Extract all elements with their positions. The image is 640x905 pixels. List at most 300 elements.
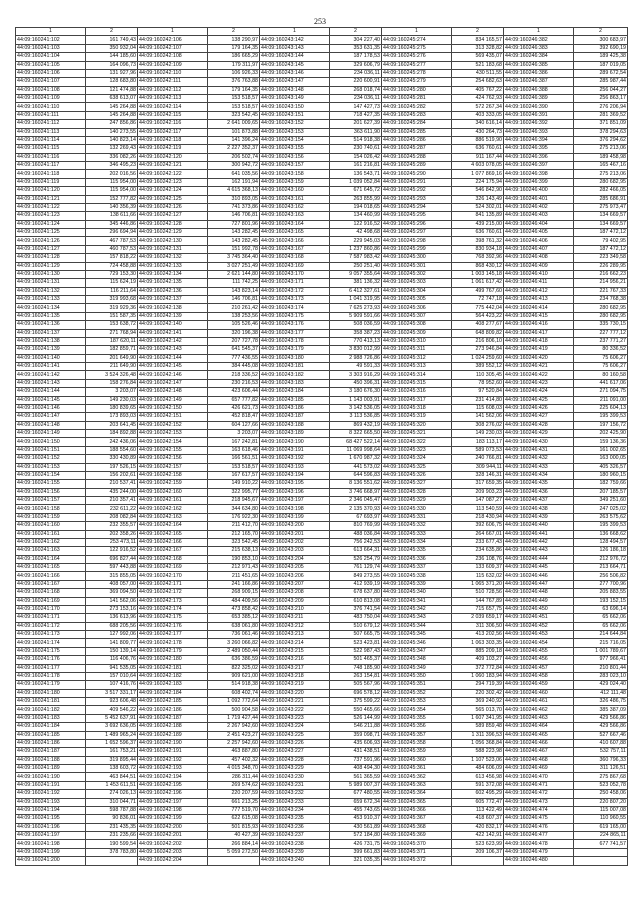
cadastral-number-cell: 44:09:160246:398 [504, 170, 574, 178]
cadastral-number-cell: 44:09:160245:307 [382, 312, 452, 320]
table-row [16, 396, 628, 404]
cadastral-number-cell: 44:09:160246:425 [504, 396, 574, 404]
cadastral-number-cell: 44:09:160243:223 [260, 714, 330, 722]
table-row [16, 69, 628, 77]
cadastral-value-cell: 608 402,74 [208, 689, 260, 697]
cadastral-number-cell: 44:09:160245:313 [382, 363, 452, 371]
table-row [16, 497, 628, 505]
table-row [16, 270, 628, 278]
cadastral-value-cell: 122 916,52 [86, 547, 138, 555]
cadastral-value-cell: 524 302,01 [452, 203, 504, 211]
cadastral-value-cell: 179 164,35 [208, 44, 260, 52]
cadastral-number-cell: 44:09:160245:370 [382, 840, 452, 848]
cadastral-value-cell: 1 003 145,18 [452, 270, 504, 278]
table-row [16, 111, 628, 119]
cadastral-value-cell: 523 623,99 [452, 840, 504, 848]
cadastral-number-cell: 44:09:160245:338 [382, 572, 452, 580]
cadastral-value-cell: 1 311 396,53 [452, 731, 504, 739]
cadastral-value-cell: 240 766,81 [452, 455, 504, 463]
cadastral-number-cell: 44:09:160243:233 [260, 798, 330, 806]
cadastral-number-cell: 44:09:160245:332 [382, 522, 452, 530]
table-row [16, 815, 628, 823]
cadastral-number-cell: 44:09:160242:109 [138, 61, 208, 69]
cadastral-value-cell: 134 669,57 [574, 220, 628, 228]
cadastral-value-cell: 521 183,68 [452, 61, 504, 69]
cadastral-value-cell: 134 460,99 [330, 212, 382, 220]
cadastral-number-cell: 44:09:160246:469 [504, 765, 574, 773]
cadastral-value-cell: 266 884,14 [208, 840, 260, 848]
cadastral-number-cell: 44:09:160241:132 [16, 287, 86, 295]
cadastral-number-cell: 44:09:160241:129 [16, 262, 86, 270]
table-row [16, 647, 628, 655]
cadastral-number-cell: 44:09:160242:154 [138, 438, 208, 446]
cadastral-value-cell: 65 662,06 [574, 614, 628, 622]
cadastral-number-cell: 44:09:160246:426 [504, 404, 574, 412]
cadastral-number-cell: 44:09:160242:187 [138, 714, 208, 722]
cadastral-number-cell: 44:09:160241:118 [16, 170, 86, 178]
cadastral-value-cell: 115 007,08 [574, 806, 628, 814]
cadastral-number-cell: 44:09:160245:352 [382, 689, 452, 697]
cadastral-number-cell: 44:09:160243:182 [260, 371, 330, 379]
cadastral-value-cell: 677 480,55 [330, 790, 382, 798]
cadastral-number-cell: 44:09:160241:123 [16, 212, 86, 220]
cadastral-value-cell: 115 624,19 [86, 279, 138, 287]
cadastral-number-cell: 44:09:160246:459 [504, 681, 574, 689]
cadastral-value-cell: 213 664,71 [574, 564, 628, 572]
cadastral-value-cell: 201 627,39 [330, 120, 382, 128]
cadastral-value-cell: 718 427,35 [330, 111, 382, 119]
cadastral-value-cell: 308 276,02 [452, 421, 504, 429]
cadastral-value-cell: 561 365,59 [330, 773, 382, 781]
cadastral-value-cell: 220 600,91 [330, 78, 382, 86]
cadastral-number-cell: 44:09:160242:169 [138, 564, 208, 572]
cadastral-value-cell: 358 387,23 [330, 329, 382, 337]
cadastral-value-cell: 636 386,59 [208, 656, 260, 664]
cadastral-value-cell: 263 855,99 [330, 195, 382, 203]
cadastral-value-cell: 210 537,41 [86, 480, 138, 488]
cadastral-value-cell: 1 092 772,64 [208, 698, 260, 706]
cadastral-value-cell: 215 638,13 [208, 547, 260, 555]
cadastral-number-cell: 44:09:160241:165 [16, 564, 86, 572]
cadastral-value-cell: 220 807,20 [574, 798, 628, 806]
cadastral-number-cell: 44:09:160246:439 [504, 513, 574, 521]
cadastral-number-cell: 44:09:160246:433 [504, 463, 574, 471]
cadastral-value-cell: 154 026,42 [330, 153, 382, 161]
cadastral-value-cell: 345 446,86 [86, 220, 138, 228]
cadastral-number-cell: 44:09:160243:163 [260, 212, 330, 220]
cadastral-number-cell: 44:09:160246:410 [504, 270, 574, 278]
cadastral-value-cell: 372 772,84 [452, 664, 504, 672]
cadastral-value-cell: 164 096,73 [86, 61, 138, 69]
cadastral-value-cell: 430 264,73 [452, 128, 504, 136]
cadastral-number-cell: 44:09:160246:393 [504, 128, 574, 136]
cadastral-number-cell: 44:09:160241:140 [16, 354, 86, 362]
cadastral-number-cell: 44:09:160242:204 [138, 857, 208, 865]
cadastral-number-cell: 44:09:160243:145 [260, 61, 330, 69]
cadastral-value-cell: 187 019,05 [574, 61, 628, 69]
cadastral-number-cell: 44:09:160245:278 [382, 69, 452, 77]
table-row [16, 513, 628, 521]
cadastral-value-cell: 564 423,22 [452, 312, 504, 320]
cadastral-number-cell: 44:09:160245:302 [382, 270, 452, 278]
cadastral-value-cell: 344 634,80 [208, 505, 260, 513]
cadastral-value-cell: 514 918,38 [208, 681, 260, 689]
cadastral-value-cell: 412 939,19 [330, 580, 382, 588]
table-header-row [16, 28, 628, 36]
cadastral-number-cell: 44:09:160241:158 [16, 505, 86, 513]
cadastral-number-cell: 44:09:160246:427 [504, 413, 574, 421]
cadastral-number-cell: 44:09:160246:431 [504, 446, 574, 454]
cadastral-number-cell: 44:09:160246:395 [504, 145, 574, 153]
cadastral-number-cell: 44:09:160243:169 [260, 262, 330, 270]
table-row [16, 622, 628, 630]
cadastral-number-cell: 44:09:160241:138 [16, 337, 86, 345]
cadastral-number-cell: 44:09:160245:296 [382, 220, 452, 228]
cadastral-number-cell: 44:09:160243:155 [260, 145, 330, 153]
cadastral-value-cell [574, 848, 628, 856]
cadastral-value-cell: 522 987,43 [330, 647, 382, 655]
cadastral-value-cell: 330 430,89 [86, 455, 138, 463]
cadastral-value-cell: 323 542,45 [208, 111, 260, 119]
cadastral-value-cell: 224 175,94 [452, 178, 504, 186]
cadastral-value-cell: 281 369,52 [574, 111, 628, 119]
cadastral-number-cell: 44:09:160246:465 [504, 731, 574, 739]
cadastral-value-cell: 430 511,55 [452, 69, 504, 77]
cadastral-value-cell: 285 987,44 [574, 78, 628, 86]
cadastral-value-cell: 408 277,67 [452, 321, 504, 329]
cadastral-value-cell: 636 760,61 [452, 229, 504, 237]
cadastral-number-cell: 44:09:160243:172 [260, 287, 330, 295]
cadastral-number-cell: 44:09:160243:167 [260, 245, 330, 253]
cadastral-number-cell: 44:09:160242:136 [138, 287, 208, 295]
cadastral-number-cell: 44:09:160246:430 [504, 438, 574, 446]
cadastral-value-cell: 212 165,70 [208, 530, 260, 538]
cadastral-number-cell: 44:09:160243:226 [260, 739, 330, 747]
cadastral-value-cell: 2 489 050,44 [208, 647, 260, 655]
cadastral-value-cell: 179 311,97 [208, 61, 260, 69]
cadastral-number-cell: 44:09:160245:349 [382, 664, 452, 672]
cadastral-number-cell: 44:09:160241:200 [16, 857, 86, 865]
cadastral-number-cell: 44:09:160245:304 [382, 287, 452, 295]
cadastral-value-cell: 822 325,02 [208, 664, 260, 672]
cadastral-number-cell: 44:09:160246:428 [504, 421, 574, 429]
cadastral-value-cell: 463 844,51 [86, 773, 138, 781]
cadastral-number-cell: 44:09:160241:156 [16, 488, 86, 496]
cadastral-value-cell: 40 427,39 [208, 832, 260, 840]
cadastral-value-cell: 1 107 523,06 [452, 756, 504, 764]
cadastral-value-cell: 211 451,65 [208, 572, 260, 580]
cadastral-number-cell: 44:09:160241:194 [16, 806, 86, 814]
cadastral-value-cell: 1 143 003,91 [330, 396, 382, 404]
cadastral-number-cell: 44:09:160245:275 [382, 44, 452, 52]
table-row [16, 237, 628, 245]
cadastral-number-cell: 44:09:160243:238 [260, 840, 330, 848]
table-row [16, 748, 628, 756]
cadastral-number-cell: 44:09:160242:156 [138, 455, 208, 463]
cadastral-number-cell: 44:09:160241:169 [16, 597, 86, 605]
cadastral-number-cell: 44:09:160241:154 [16, 471, 86, 479]
cadastral-number-cell: 44:09:160241:179 [16, 681, 86, 689]
cadastral-number-cell: 44:09:160241:184 [16, 723, 86, 731]
cadastral-number-cell: 44:09:160243:158 [260, 170, 330, 178]
cadastral-value-cell: 5 059 272,50 [208, 848, 260, 856]
cadastral-value-cell: 2 257 942,60 [208, 739, 260, 747]
cadastral-value-cell: 514 918,38 [330, 136, 382, 144]
cadastral-number-cell: 44:09:160243:150 [260, 103, 330, 111]
cadastral-number-cell: 44:09:160245:310 [382, 337, 452, 345]
cadastral-value-cell: 335 730,15 [574, 321, 628, 329]
cadastral-number-cell: 44:09:160241:180 [16, 689, 86, 697]
cadastral-value-cell: 659 672,34 [330, 798, 382, 806]
table-row [16, 212, 628, 220]
cadastral-value-cell [86, 857, 138, 865]
cadastral-number-cell: 44:09:160243:143 [260, 44, 330, 52]
cadastral-value-cell: 247 025,02 [574, 505, 628, 513]
cadastral-number-cell: 44:09:160242:110 [138, 69, 208, 77]
cadastral-value-cell: 3 142 536,05 [330, 404, 382, 412]
cadastral-value-cell: 768 392,96 [452, 254, 504, 262]
cadastral-number-cell: 44:09:160241:103 [16, 44, 86, 52]
cadastral-number-cell: 44:09:160242:203 [138, 848, 208, 856]
cadastral-number-cell: 44:09:160246:480 [504, 857, 574, 865]
cadastral-value-cell: 2 451 423,27 [208, 731, 260, 739]
header-cell: 1 [16, 28, 86, 36]
cadastral-number-cell: 44:09:160241:109 [16, 95, 86, 103]
table-row [16, 656, 628, 664]
cadastral-number-cell: 44:09:160242:113 [138, 95, 208, 103]
cadastral-number-cell: 44:09:160246:406 [504, 237, 574, 245]
cadastral-number-cell: 44:09:160245:292 [382, 187, 452, 195]
cadastral-number-cell: 44:09:160241:176 [16, 656, 86, 664]
cadastral-value-cell: 526 144,99 [330, 714, 382, 722]
cadastral-value-cell: 250 251,40 [330, 262, 382, 270]
cadastral-value-cell: 153 518,57 [208, 95, 260, 103]
cadastral-value-cell: 605 772,47 [452, 798, 504, 806]
cadastral-number-cell: 44:09:160242:112 [138, 86, 208, 94]
cadastral-value-cell: 187 620,11 [86, 337, 138, 345]
cadastral-value-cell: 9 057 355,64 [330, 270, 382, 278]
cadastral-number-cell: 44:09:160246:472 [504, 790, 574, 798]
cadastral-number-cell: 44:09:160246:449 [504, 597, 574, 605]
cadastral-value-cell: 143 823,14 [208, 287, 260, 295]
cadastral-value-cell: 696 827,44 [86, 555, 138, 563]
cadastral-value-cell: 360 796,33 [574, 756, 628, 764]
cadastral-value-cell: 127 992,06 [86, 631, 138, 639]
cadastral-number-cell: 44:09:160246:422 [504, 371, 574, 379]
cadastral-value-cell: 527 667,46 [574, 731, 628, 739]
cadastral-value-cell: 602 495,29 [452, 790, 504, 798]
table-row [16, 530, 628, 538]
cadastral-number-cell: 44:09:160243:188 [260, 421, 330, 429]
cadastral-number-cell: 44:09:160245:366 [382, 806, 452, 814]
cadastral-value-cell: 128 683,80 [86, 78, 138, 86]
cadastral-value-cell: 430 561,89 [330, 823, 382, 831]
cadastral-value-cell: 868 430,12 [452, 262, 504, 270]
cadastral-number-cell: 44:09:160241:148 [16, 421, 86, 429]
table-row [16, 262, 628, 270]
cadastral-number-cell: 44:09:160242:159 [138, 480, 208, 488]
table-row [16, 832, 628, 840]
cadastral-number-cell: 44:09:160242:123 [138, 178, 208, 186]
cadastral-number-cell: 44:09:160245:361 [382, 765, 452, 773]
cadastral-number-cell: 44:09:160246:438 [504, 505, 574, 513]
cadastral-value-cell: 467 787,53 [86, 237, 138, 245]
cadastral-number-cell: 44:09:160245:294 [382, 203, 452, 211]
cadastral-value-cell: 591 372,08 [452, 781, 504, 789]
cadastral-value-cell: 190 599,54 [86, 840, 138, 848]
cadastral-value-cell: 147 087,27 [452, 497, 504, 505]
cadastral-number-cell: 44:09:160242:202 [138, 840, 208, 848]
cadastral-number-cell: 44:09:160242:161 [138, 497, 208, 505]
cadastral-number-cell: 44:09:160241:172 [16, 622, 86, 630]
cadastral-number-cell: 44:09:160242:115 [138, 111, 208, 119]
header-cell: 2 [330, 28, 382, 36]
cadastral-number-cell: 44:09:160245:299 [382, 245, 452, 253]
cadastral-number-cell: 44:09:160241:197 [16, 832, 86, 840]
cadastral-value-cell: 202 425,90 [574, 430, 628, 438]
cadastral-number-cell: 44:09:160243:142 [260, 36, 330, 44]
cadastral-number-cell: 44:09:160242:183 [138, 681, 208, 689]
cadastral-value-cell: 363 611,90 [330, 128, 382, 136]
cadastral-value-cell: 323 542,45 [208, 538, 260, 546]
cadastral-value-cell: 136 613,96 [86, 614, 138, 622]
cadastral-value-cell: 657 777,82 [208, 396, 260, 404]
cadastral-value-cell: 313 328,82 [452, 44, 504, 52]
cadastral-number-cell: 44:09:160245:331 [382, 513, 452, 521]
cadastral-number-cell: 44:09:160241:195 [16, 815, 86, 823]
cadastral-number-cell: 44:09:160246:456 [504, 656, 574, 664]
cadastral-value-cell: 132 269,43 [86, 145, 138, 153]
table-row [16, 61, 628, 69]
cadastral-number-cell: 44:09:160246:473 [504, 798, 574, 806]
cadastral-number-cell: 44:09:160243:211 [260, 614, 330, 622]
cadastral-number-cell: 44:09:160245:353 [382, 698, 452, 706]
cadastral-value-cell: 441 573,02 [330, 463, 382, 471]
cadastral-value-cell: 977 966,41 [574, 656, 628, 664]
cadastral-number-cell: 44:09:160243:183 [260, 379, 330, 387]
table-row [16, 857, 628, 865]
cadastral-value-cell: 156 202,61 [86, 471, 138, 479]
cadastral-number-cell: 44:09:160243:165 [260, 229, 330, 237]
cadastral-number-cell: 44:09:160245:298 [382, 237, 452, 245]
cadastral-number-cell: 44:09:160246:461 [504, 698, 574, 706]
cadastral-value-cell: 677 741,57 [574, 840, 628, 848]
cadastral-value-cell: 233 677,43 [452, 538, 504, 546]
cadastral-value-cell: 3 203,07 [86, 388, 138, 396]
cadastral-number-cell: 44:09:160246:394 [504, 136, 574, 144]
cadastral-value-cell: 136 668,62 [574, 530, 628, 538]
table-row [16, 279, 628, 287]
cadastral-number-cell: 44:09:160243:230 [260, 773, 330, 781]
cadastral-value-cell: 115 954,00 [86, 187, 138, 195]
table-row [16, 840, 628, 848]
cadastral-number-cell: 44:09:160241:193 [16, 798, 86, 806]
cadastral-number-cell: 44:09:160243:205 [260, 564, 330, 572]
cadastral-number-cell: 44:09:160245:368 [382, 823, 452, 831]
cadastral-number-cell: 44:09:160242:153 [138, 430, 208, 438]
cadastral-value-cell: 202 016,56 [86, 170, 138, 178]
cadastral-number-cell: 44:09:160242:127 [138, 212, 208, 220]
cadastral-value-cell: 63 696,14 [574, 605, 628, 613]
cadastral-number-cell: 44:09:160242:190 [138, 739, 208, 747]
cadastral-number-cell: 44:09:160246:412 [504, 287, 574, 295]
cadastral-value-cell: 359 098,71 [330, 731, 382, 739]
cadastral-number-cell: 44:09:160245:284 [382, 120, 452, 128]
cadastral-number-cell: 44:09:160245:333 [382, 530, 452, 538]
cadastral-value-cell: 435 244,00 [86, 488, 138, 496]
table-row [16, 128, 628, 136]
cadastral-value-cell: 399 661,83 [330, 848, 382, 856]
cadastral-number-cell: 44:09:160241:189 [16, 765, 86, 773]
cadastral-number-cell: 44:09:160246:414 [504, 304, 574, 312]
cadastral-number-cell: 44:09:160245:318 [382, 404, 452, 412]
cadastral-number-cell: 44:09:160245:326 [382, 471, 452, 479]
cadastral-number-cell: 44:09:160246:417 [504, 329, 574, 337]
cadastral-number-cell: 44:09:160242:128 [138, 220, 208, 228]
cadastral-value-cell: 622 615,08 [208, 815, 260, 823]
cadastral-number-cell: 44:09:160246:432 [504, 455, 574, 463]
cadastral-number-cell: 44:09:160246:470 [504, 773, 574, 781]
cadastral-number-cell: 44:09:160245:322 [382, 438, 452, 446]
cadastral-value-cell: 653 385,12 [208, 614, 260, 622]
cadastral-value-cell: 263 575,62 [574, 513, 628, 521]
table-row [16, 731, 628, 739]
cadastral-number-cell: 44:09:160242:142 [138, 337, 208, 345]
cadastral-value-cell: 569 435,07 [452, 53, 504, 61]
cadastral-value-cell: 2 227 352,37 [208, 145, 260, 153]
cadastral-number-cell: 44:09:160243:177 [260, 329, 330, 337]
cadastral-value-cell: 294 719,39 [452, 681, 504, 689]
cadastral-number-cell: 44:09:160242:144 [138, 354, 208, 362]
table-row [16, 220, 628, 228]
cadastral-number-cell: 44:09:160242:114 [138, 103, 208, 111]
cadastral-number-cell: 44:09:160242:117 [138, 128, 208, 136]
cadastral-value-cell: 452 818,47 [208, 413, 260, 421]
cadastral-value-cell: 189 425,38 [574, 53, 628, 61]
cadastral-number-cell: 44:09:160245:290 [382, 170, 452, 178]
cadastral-number-cell: 44:09:160241:167 [16, 580, 86, 588]
cadastral-number-cell: 44:09:160245:297 [382, 229, 452, 237]
table-row [16, 170, 628, 178]
table-row [16, 723, 628, 731]
table-row [16, 304, 628, 312]
cadastral-number-cell: 44:09:160243:159 [260, 178, 330, 186]
cadastral-value-cell: 501 815,93 [208, 823, 260, 831]
cadastral-number-cell: 44:09:160242:119 [138, 145, 208, 153]
cadastral-number-cell: 44:09:160242:172 [138, 589, 208, 597]
cadastral-number-cell: 44:09:160242:149 [138, 396, 208, 404]
table-row [16, 522, 628, 530]
cadastral-number-cell: 44:09:160246:448 [504, 589, 574, 597]
cadastral-number-cell: 44:09:160242:164 [138, 522, 208, 530]
cadastral-number-cell: 44:09:160241:175 [16, 647, 86, 655]
cadastral-value-cell: 1 237 860,86 [330, 245, 382, 253]
cadastral-number-cell: 44:09:160242:145 [138, 363, 208, 371]
cadastral-value-cell: 115 632,02 [452, 572, 504, 580]
cadastral-number-cell: 44:09:160245:340 [382, 589, 452, 597]
cadastral-value-cell: 253 473,11 [86, 538, 138, 546]
cadastral-value-cell: 149 230,03 [452, 430, 504, 438]
cadastral-value-cell: 1 001 789,67 [574, 647, 628, 655]
cadastral-value-cell: 149 230,03 [86, 396, 138, 404]
cadastral-number-cell: 44:09:160245:354 [382, 706, 452, 714]
cadastral-value-cell: 715 657,75 [452, 605, 504, 613]
cadastral-value-cell: 729 153,30 [86, 270, 138, 278]
cadastral-value-cell: 136 543,71 [330, 170, 382, 178]
cadastral-value-cell: 546 211,88 [330, 723, 382, 731]
cadastral-value-cell: 4 015 348,70 [208, 765, 260, 773]
cadastral-value-cell: 321 035,35 [330, 857, 382, 865]
